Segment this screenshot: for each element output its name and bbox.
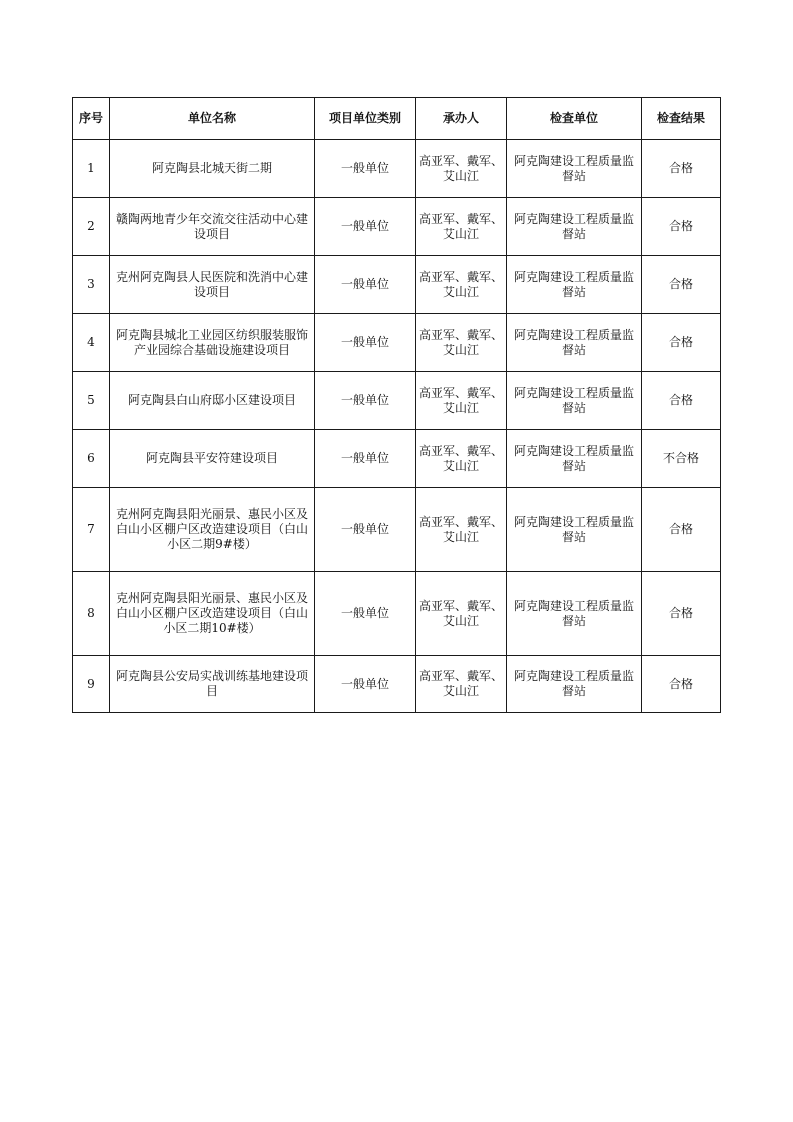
inspection-result-cell: 合格 (642, 140, 721, 198)
serial-number-cell: 9 (73, 656, 110, 713)
serial-number-cell: 4 (73, 314, 110, 372)
inspection-unit-cell: 阿克陶建设工程质量监督站 (507, 314, 642, 372)
handler-cell: 高亚军、戴军、艾山江 (416, 656, 507, 713)
inspection-result-cell: 合格 (642, 656, 721, 713)
unit-name-cell: 克州阿克陶县阳光丽景、惠民小区及白山小区棚户区改造建设项目（白山小区二期9#楼） (110, 488, 315, 572)
unit-name-cell: 阿克陶县平安符建设项目 (110, 430, 315, 488)
inspection-unit-cell: 阿克陶建设工程质量监督站 (507, 430, 642, 488)
inspection-unit-cell: 阿克陶建设工程质量监督站 (507, 198, 642, 256)
table-row (73, 430, 721, 488)
header-serial-number: 序号 (73, 98, 110, 140)
unit-name-cell: 阿克陶县城北工业园区纺织服装服饰产业园综合基础设施建设项目 (110, 314, 315, 372)
table-row (73, 656, 721, 713)
table-row (73, 256, 721, 314)
category-cell: 一般单位 (315, 488, 416, 572)
unit-name-cell: 克州阿克陶县阳光丽景、惠民小区及白山小区棚户区改造建设项目（白山小区二期10#楼） (110, 572, 315, 656)
table-row (73, 572, 721, 656)
unit-name-cell: 克州阿克陶县人民医院和洗消中心建设项目 (110, 256, 315, 314)
table-row (73, 488, 721, 572)
inspection-unit-cell: 阿克陶建设工程质量监督站 (507, 372, 642, 430)
serial-number-cell: 5 (73, 372, 110, 430)
inspection-result-cell: 不合格 (642, 430, 721, 488)
serial-number-cell: 2 (73, 198, 110, 256)
header-handler: 承办人 (416, 98, 507, 140)
category-cell: 一般单位 (315, 314, 416, 372)
unit-name-cell: 阿克陶县白山府邸小区建设项目 (110, 372, 315, 430)
header-inspection-unit: 检查单位 (507, 98, 642, 140)
inspection-result-cell: 合格 (642, 572, 721, 656)
category-cell: 一般单位 (315, 256, 416, 314)
category-cell: 一般单位 (315, 198, 416, 256)
category-cell: 一般单位 (315, 140, 416, 198)
inspection-unit-cell: 阿克陶建设工程质量监督站 (507, 656, 642, 713)
serial-number-cell: 3 (73, 256, 110, 314)
table-header-row (73, 98, 721, 140)
table-row (73, 140, 721, 198)
serial-number-cell: 1 (73, 140, 110, 198)
inspection-result-cell: 合格 (642, 488, 721, 572)
inspection-results-sheet (72, 97, 720, 713)
unit-name-cell: 赣陶两地青少年交流交往活动中心建设项目 (110, 198, 315, 256)
handler-cell: 高亚军、戴军、艾山江 (416, 256, 507, 314)
category-cell: 一般单位 (315, 430, 416, 488)
serial-number-cell: 6 (73, 430, 110, 488)
handler-cell: 高亚军、戴军、艾山江 (416, 314, 507, 372)
handler-cell: 高亚军、戴军、艾山江 (416, 488, 507, 572)
inspection-table (72, 97, 721, 713)
inspection-unit-cell: 阿克陶建设工程质量监督站 (507, 256, 642, 314)
unit-name-cell: 阿克陶县公安局实战训练基地建设项目 (110, 656, 315, 713)
header-unit-name: 单位名称 (110, 98, 315, 140)
category-cell: 一般单位 (315, 572, 416, 656)
table-row (73, 372, 721, 430)
serial-number-cell: 7 (73, 488, 110, 572)
handler-cell: 高亚军、戴军、艾山江 (416, 140, 507, 198)
inspection-result-cell: 合格 (642, 256, 721, 314)
handler-cell: 高亚军、戴军、艾山江 (416, 430, 507, 488)
table-row (73, 198, 721, 256)
inspection-result-cell: 合格 (642, 314, 721, 372)
inspection-result-cell: 合格 (642, 372, 721, 430)
table-row (73, 314, 721, 372)
category-cell: 一般单位 (315, 656, 416, 713)
inspection-unit-cell: 阿克陶建设工程质量监督站 (507, 140, 642, 198)
handler-cell: 高亚军、戴军、艾山江 (416, 372, 507, 430)
header-project-category: 项目单位类别 (315, 98, 416, 140)
inspection-unit-cell: 阿克陶建设工程质量监督站 (507, 488, 642, 572)
inspection-result-cell: 合格 (642, 198, 721, 256)
header-inspection-result: 检查结果 (642, 98, 721, 140)
unit-name-cell: 阿克陶县北城天街二期 (110, 140, 315, 198)
handler-cell: 高亚军、戴军、艾山江 (416, 198, 507, 256)
serial-number-cell: 8 (73, 572, 110, 656)
category-cell: 一般单位 (315, 372, 416, 430)
inspection-unit-cell: 阿克陶建设工程质量监督站 (507, 572, 642, 656)
handler-cell: 高亚军、戴军、艾山江 (416, 572, 507, 656)
